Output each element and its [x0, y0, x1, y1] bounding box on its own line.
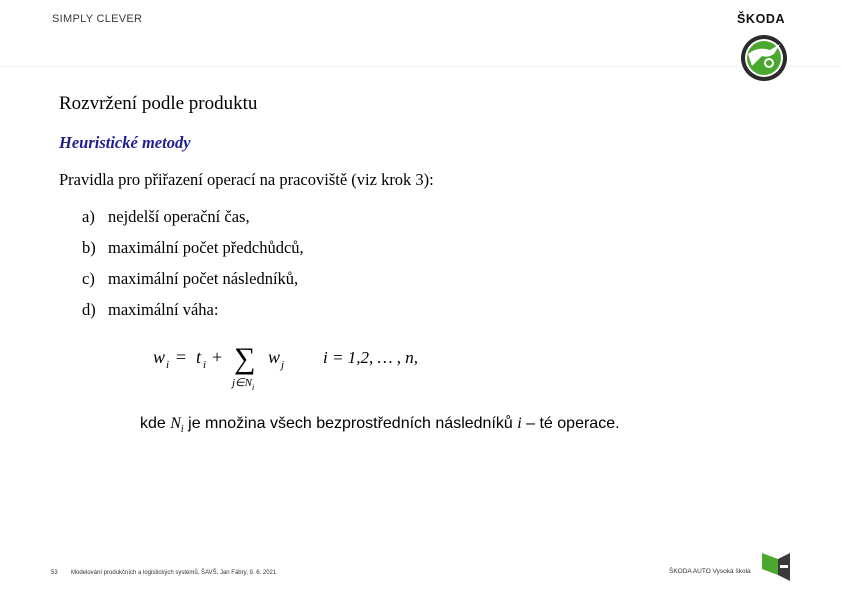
where-var-sub: i — [180, 424, 184, 436]
where-prefix: kde — [140, 415, 171, 432]
list-item-text: nejdelší operační čas, — [108, 207, 250, 226]
formula-sigma: ∑ — [234, 342, 256, 375]
school-logo-icon — [760, 551, 794, 583]
list-marker: b) — [82, 238, 96, 257]
slide-subtitle: Heuristické metody — [59, 133, 191, 152]
formula-t-sub: i — [203, 359, 207, 371]
formula-plus: + — [212, 347, 223, 367]
intro-text: Pravidla pro přiřazení operací na pracoviště (viz krok 3): — [59, 170, 434, 189]
formula-lhs: w — [153, 347, 166, 367]
where-note — [140, 415, 620, 435]
where-suffix: – té operace. — [521, 415, 620, 432]
rule-list — [82, 207, 304, 331]
list-item — [82, 300, 304, 331]
where-op: i — [517, 415, 522, 432]
list-item — [82, 269, 304, 300]
list-marker: a) — [82, 207, 95, 226]
formula-sum-index: j∈N — [232, 377, 252, 389]
skoda-logo-icon — [734, 32, 794, 84]
formula-domain: i = 1,2, … , n, — [323, 348, 419, 367]
formula-sum-index-sub: i — [252, 383, 255, 392]
weight-formula — [150, 336, 460, 396]
list-item-text: maximální počet následníků, — [108, 269, 299, 288]
list-marker: c) — [82, 269, 95, 288]
where-var: N — [170, 415, 181, 432]
footer-brand: ŠKODA AUTO Vysoká škola — [669, 568, 751, 575]
formula-w: w — [268, 347, 281, 367]
where-middle: je množina všech bezprostředních následníků — [183, 415, 518, 432]
list-item — [82, 238, 304, 269]
slide-title: Rozvržení podle produktu — [59, 93, 258, 114]
list-item-text: maximální počet předchůdců, — [108, 238, 304, 257]
list-item-text: maximální váha: — [108, 300, 219, 319]
list-marker: d) — [82, 300, 96, 319]
header-tagline: SIMPLY CLEVER — [52, 13, 143, 25]
brand-wordmark: ŠKODA — [737, 12, 786, 26]
formula-w-sub: j — [281, 359, 285, 371]
list-item — [82, 207, 304, 238]
header-divider — [0, 66, 842, 67]
page-number: 53 — [51, 570, 58, 576]
formula-t: t — [196, 347, 202, 367]
formula-lhs-sub: i — [166, 359, 170, 371]
formula-equals: = — [176, 347, 187, 367]
footer-text: Modelování produkčních a logistických systémů, ŠAVŠ, Jan Fábry, 9. 6. 2021 — [71, 570, 277, 576]
